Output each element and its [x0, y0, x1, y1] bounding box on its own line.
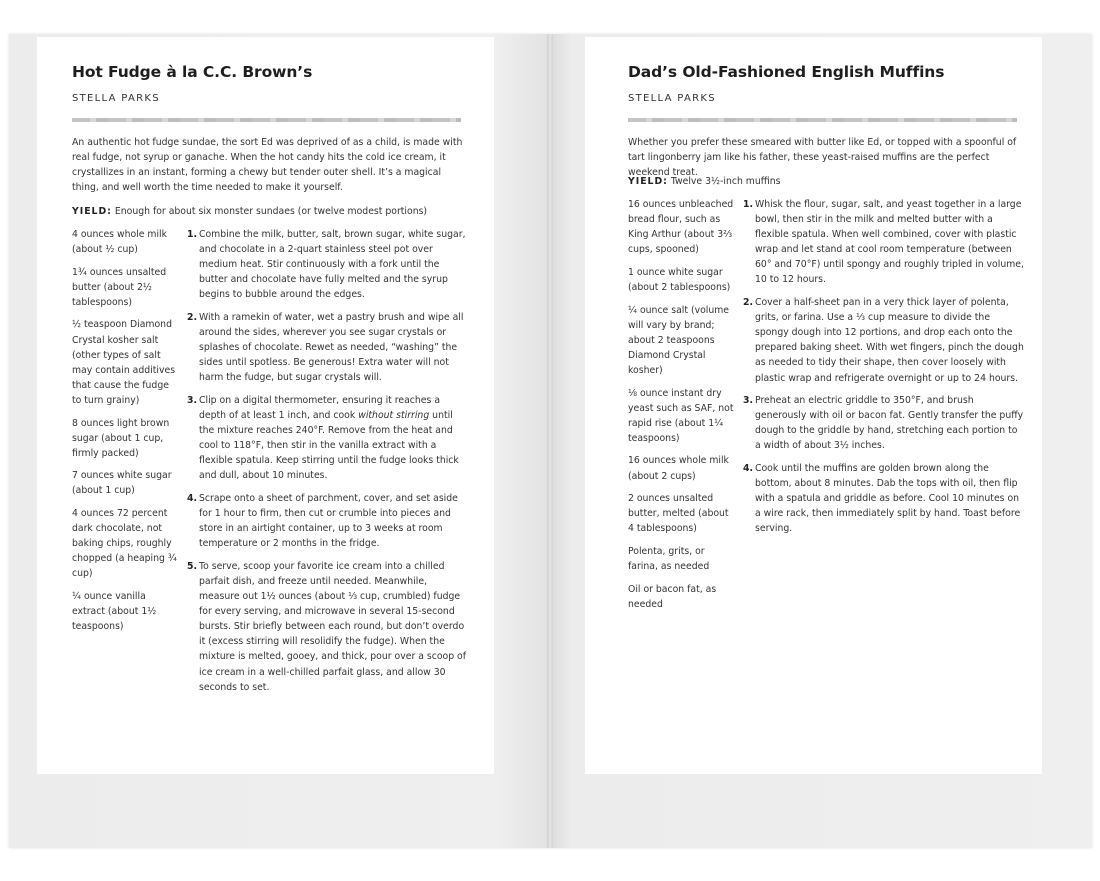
step-item [187, 559, 469, 695]
step-number: 3. [187, 394, 198, 406]
recipe-intro: An authentic hot fudge sundae, the sort Ed was deprived of as a child, is made with real fudge, not syrup or ganache. When the hot candy hits the cold ice cream, it crystallizes in an instant, forming a chewy but tender outer shell. It’s a magical thing, and well worth the time needed to make it yourself. [72, 137, 463, 194]
recipe-title: Dad’s Old-Fashioned English Muffins [628, 63, 945, 81]
ingredient-item: 4 ounces 72 percent dark chocolate, not baking chips, roughly chopped (a heaping ¾ cup) [72, 508, 177, 580]
ingredient-list [72, 227, 178, 642]
yield-label: YIELD: [72, 206, 112, 217]
ingredient-item: 16 ounces whole milk (about 2 cups) [628, 455, 729, 482]
step-text: To serve, scoop your favorite ice cream into a chilled parfait dish, and freeze until needed. Meanwhile, measure out 1½ ounces (about ⅓ cup, crumbled) fudge for every serving, and microwave in several 15-second bursts. Stir briefly between each round, but don’t overdo it (excess stirring will resolidify the fudge). When the mixture is melted, gooey, and thick, pour over a scoop of ice cream in a well-chilled parfait glass, and allow 30 seconds to set. [199, 560, 467, 693]
left-page [37, 37, 494, 774]
step-number: 2. [743, 297, 754, 309]
ingredient-item: Polenta, grits, or farina, as needed [628, 545, 710, 572]
ingredient-item: 8 ounces light brown sugar (about 1 cup, firmly packed) [72, 417, 170, 459]
step-item [187, 310, 469, 385]
step-item [187, 227, 469, 302]
ingredient-item: 4 ounces whole milk (about ½ cup) [72, 229, 168, 256]
divider-rule [72, 118, 461, 122]
step-list [187, 227, 469, 702]
step-number: 1. [743, 199, 754, 210]
ingredient-item: ¼ ounce vanilla extract (about 1½ teaspoons) [72, 590, 157, 633]
step-number: 3. [743, 395, 754, 407]
ingredient-item: 1¾ ounces unsalted butter (about 2½ tablespoons) [72, 266, 167, 308]
ingredient-item: 1 ounce white sugar (about 2 tablespoons) [628, 266, 731, 293]
step-number: 5. [187, 560, 198, 572]
step-text: With a ramekin of water, wet a pastry brush and wipe all around the sides, wherever you see sugar crystals or splashes of chocolate. Rewet as needed, “washing” the sides until spotless. Be generous! Extra water will not harm the fudge, but sugar crystals will. [199, 311, 464, 384]
recipe-intro: Whether you prefer these smeared with butter like Ed, or topped with a spoonful of tart lingonberry jam like his father, these yeast-raised muffins are the perfect weekend treat. [628, 137, 1017, 179]
step-item [187, 491, 469, 551]
ingredient-list [628, 197, 736, 619]
step-text: Cover a half-sheet pan in a very thick layer of polenta, grits, or farina. Use a ⅓ cup measure to divide the spongy dough into 12 portions, and drop each onto the prepared baking sheet. With wet fingers, pinch the dough as needed to tidy their shape, then cover loosely with plastic wrap and refrigerate overnight or up to 24 hours. [755, 297, 1024, 384]
ingredient-item: Oil or bacon fat, as needed [628, 583, 717, 610]
ingredient-item: ½ teaspoon Diamond Crystal kosher salt (other types of salt may contain additives that cause the fudge to turn grainy) [72, 319, 176, 406]
step-item [743, 393, 1025, 453]
divider-rule [628, 118, 1017, 122]
right-page [585, 37, 1042, 774]
book-gutter [547, 34, 553, 848]
yield-text: Enough for about six monster sundaes (or twelve modest portions) [114, 206, 428, 217]
recipe-yield [72, 204, 467, 219]
step-number: 1. [187, 229, 198, 240]
step-text: Scrape onto a sheet of parchment, cover, and set aside for 1 hour to firm, then cut or crumble into pieces and store in an airtight container, up to 3 weeks at room temperature or 2 months in the fridge. [199, 493, 458, 550]
step-item [743, 197, 1025, 288]
step-item [187, 393, 469, 484]
step-text: Combine the milk, butter, salt, brown sugar, white sugar, and chocolate in a 2-quart stainless steel pot over medium heat. Stir continuously with a fork until the butter and chocolate have fully melted and the syrup begins to bubble around the edges. [199, 229, 466, 301]
step-text: Clip on a digital thermometer, ensuring it reaches a depth of at least 1 inch, and cook without stirring until the mixture reaches 240°F. Remove from the heat and cool to 118°F, then stir in the vanilla extract with a flexible spatula. Keep stirring until the fudge looks thick and dull, about 10 minutes. [199, 394, 459, 482]
recipe-author: STELLA PARKS [72, 93, 160, 104]
recipe-yield [628, 174, 1023, 189]
ingredient-item: ⅛ ounce instant dry yeast such as SAF, not rapid rise (about 1¼ teaspoons) [628, 387, 734, 444]
step-number: 2. [187, 311, 198, 323]
ingredient-item: 7 ounces white sugar (about 1 cup) [72, 470, 172, 497]
recipe-author: STELLA PARKS [628, 93, 716, 104]
recipe-title: Hot Fudge à la C.C. Brown’s [72, 63, 313, 81]
step-text: Preheat an electric griddle to 350°F, and brush generously with oil or bacon fat. Gently transfer the puffy dough to the griddle by hand, stretching each portion to a width of about 3½ inches. [755, 395, 1024, 452]
yield-label: YIELD: [628, 176, 668, 187]
ingredient-item: ¼ ounce salt (volume will vary by brand; about 2 teaspoons Diamond Crystal kosher) [628, 304, 730, 376]
step-item [743, 295, 1025, 386]
ingredient-item: 2 ounces unsalted butter, melted (about 4 tablespoons) [628, 493, 729, 535]
ingredient-item: 16 ounces unbleached bread flour, such as King Arthur (about 3⅔ cups, spooned) [628, 199, 734, 256]
step-text: Cook until the muffins are golden brown along the bottom, about 8 minutes. Dab the tops with oil, then flip with a spatula and griddle as before. Cool 10 minutes on a wire rack, then immediately split by hand. Toast before serving. [755, 463, 1021, 535]
step-list [743, 197, 1025, 544]
step-text: Whisk the flour, sugar, salt, and yeast together in a large bowl, then stir in the milk and melted butter with a flexible spatula. When well combined, cover with plastic wrap and let stand at cool room temperature (between 60° and 70°F) until spongy and roughly tripled in volume, 10 to 12 hours. [755, 199, 1024, 286]
step-number: 4. [743, 463, 754, 474]
step-item [743, 461, 1025, 536]
yield-text: Twelve 3½-inch muffins [670, 176, 781, 187]
step-number: 4. [187, 493, 198, 504]
